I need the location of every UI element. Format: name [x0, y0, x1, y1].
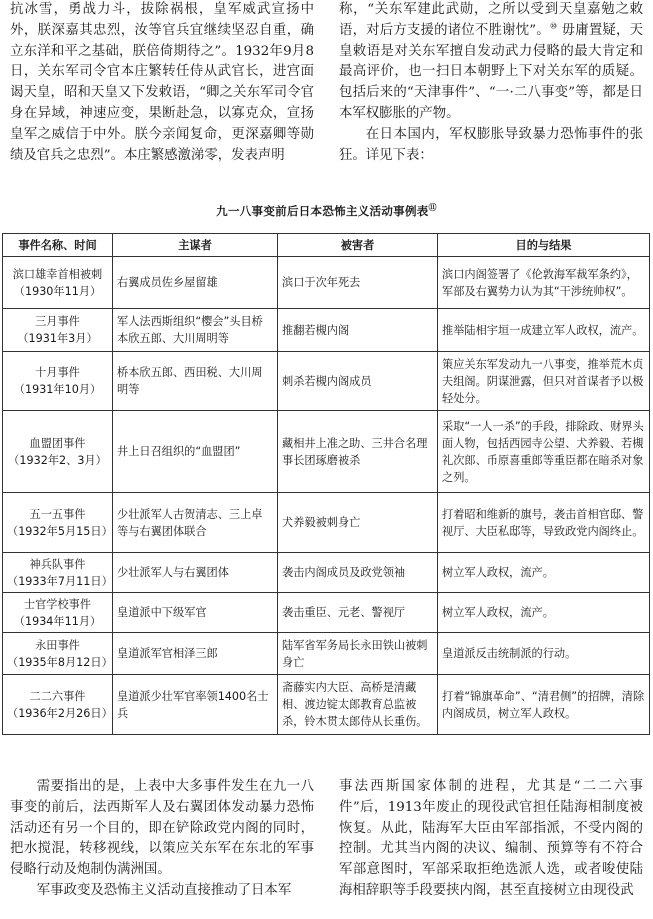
paragraph: 军事政变及恐怖主义活动直接推动了日本军 — [36, 882, 292, 898]
victim-cell: 刺杀若槻内阁成员 — [278, 352, 438, 411]
victim-cell: 藏相井上准之助、三井合名理事长团琢磨被杀 — [278, 411, 438, 493]
event-name: 滨口雄幸首相被刺 — [12, 267, 103, 281]
table-row — [3, 553, 650, 593]
plotter-cell: 皇道派中下级军官 — [113, 593, 278, 633]
event-cell — [3, 257, 113, 309]
event-date: （1930年11月） — [13, 284, 102, 298]
plotter-cell: 井上日召组织的“血盟团” — [113, 411, 278, 493]
event-cell — [3, 411, 113, 493]
event-date: （1931年10月） — [13, 383, 102, 396]
bottom-right-column — [339, 777, 643, 902]
event-name: 神兵队事件 — [29, 557, 86, 571]
event-date: （1932年5月15日） — [7, 524, 113, 538]
event-name: 五一五事件 — [29, 507, 86, 521]
plotter-cell: 右翼成员佐乡屋留雄 — [113, 257, 278, 309]
paragraph: 在日本国内，军权膨胀导致暴力恐怖事件的张狂。详见下表： — [339, 126, 643, 163]
events-table — [2, 233, 650, 735]
result-cell: 打着昭和维新的旗号，袭击首相官邸、警视厅、大臣私邸等，导致政党内阁终止。 — [438, 493, 650, 553]
result-cell: 采取“一人一杀”的手段，排除政、财界头面人物，包括西园寺公望、犬养毅、若槻礼次郎、币原喜重郎等重臣都在暗杀对象之列。 — [438, 411, 650, 493]
column-header: 被害者 — [278, 234, 438, 257]
table-row — [3, 257, 650, 309]
plotter-cell: 皇道派少壮军官率领1400名士兵 — [113, 675, 278, 735]
footnote-marker[interactable]: ⑪ — [428, 203, 437, 213]
victim-cell: 陆军省军务局长永田铁山被刺身亡 — [278, 633, 438, 675]
event-cell — [3, 633, 113, 675]
event-name: 永田事件 — [35, 638, 80, 652]
result-cell: 皇道派反击统制派的行动。 — [438, 633, 650, 675]
table-header-row — [3, 234, 650, 257]
plotter-cell: 少壮派军人与右翼团体 — [113, 553, 278, 593]
result-cell: 树立军人政权，流产。 — [438, 593, 650, 633]
event-cell — [3, 352, 113, 411]
victim-cell: 推翻若槻内阁 — [278, 309, 438, 352]
event-name: 血盟团事件 — [29, 436, 86, 450]
top-right-column — [339, 0, 643, 166]
event-date: （1932年2、3月） — [8, 453, 107, 467]
result-cell: 滨口内阁签署了《伦敦海军裁军条约》，军部及右翼势力认为其“干涉统帅权”。 — [438, 257, 650, 309]
table-row — [3, 352, 650, 411]
event-date: （1935年8月12日） — [7, 655, 113, 669]
column-header: 主谋者 — [113, 234, 278, 257]
table-row — [3, 411, 650, 493]
table-row — [3, 309, 650, 352]
column-header: 事件名称、时间 — [3, 234, 113, 257]
event-date: （1934年11月） — [13, 614, 102, 628]
result-cell: 树立军人政权，流产。 — [438, 553, 650, 593]
paragraph: 抗冰雪，勇战力斗，拔除祸根，皇军威武宣扬中外，朕深嘉其忠烈，汝等官兵宜继续坚忍自重，确立东洋和平之基础，朕倍倚期待之”。1932年9月8日，关东军司令官本庄繁转任侍从武官长，进宫面谒天皇，昭和天皇又下发敕语，“卿之关东军司令官身在异域，神速应变，果断赴急，以寡克众，宣扬皇军之威信于中外。朕今亲闻复命，更深嘉卿等勋绩及官兵之忠烈”。本庄繁感激涕零，发表声明 — [10, 2, 314, 163]
bottom-left-column — [10, 777, 314, 902]
result-cell: 策应关东军发动九一八事变，推举荒木贞夫组阁。阴谋泄露，但只对首谋者予以极轻处分。 — [438, 352, 650, 411]
event-name: 三月事件 — [35, 315, 80, 328]
table-row — [3, 633, 650, 675]
event-date: （1936年2月26日） — [7, 706, 113, 720]
victim-cell: 滨口于次年死去 — [278, 257, 438, 309]
plotter-cell: 少壮派军人古贺清志、三上卓等与右翼团体联合 — [113, 493, 278, 553]
event-cell — [3, 309, 113, 352]
paragraph-text: 毋庸置疑，天皇敕语是对关东军擅自发动武力侵略的最大肯定和最高评价，也一扫日本朝野上下对关东军的质疑。包括后来的“天津事件”、“一·二八事变”等，都是日本军权膨胀的产物。 — [339, 22, 643, 121]
victim-cell: 犬养毅被刺身亡 — [278, 493, 438, 553]
event-date: （1931年3月） — [17, 332, 98, 345]
victim-cell: 袭击内阁成员及政党领袖 — [278, 553, 438, 593]
plotter-cell: 皇道派军官相泽三郎 — [113, 633, 278, 675]
table-row — [3, 675, 650, 735]
event-cell — [3, 593, 113, 633]
event-cell — [3, 553, 113, 593]
footnote-marker[interactable]: ⑩ — [549, 21, 558, 31]
victim-cell: 斋藤实内大臣、高桥是清藏相、渡边锭太郎教育总监被杀，铃木贯太郎侍从长重伤。 — [278, 675, 438, 735]
victim-cell: 袭击重臣、元老、警视厅 — [278, 593, 438, 633]
event-name: 十月事件 — [35, 366, 80, 379]
plotter-cell: 军人法西斯组织“樱会”头目桥本欣五郎、大川周明等 — [113, 309, 278, 352]
event-cell — [3, 493, 113, 553]
column-header: 目的与结果 — [438, 234, 650, 257]
paragraph: 需要指出的是，上表中大多事件发生在九一八事变的前后，法西斯军人及右翼团体发动暴力恐怖活动还有另一个目的，即在铲除政党内阁的同时，把水搅混，转移视线，以策应关东军在东北的军事侵略行动及炮制伪满洲国。 — [10, 779, 314, 878]
result-cell: 打着“锦旗革命”、“清君侧”的招牌，清除内阁成员，树立军人政权。 — [438, 675, 650, 735]
paragraph: 事法西斯国家体制的进程，尤其是“二二六事件”后，1913年废止的现役武官担任陆海相制度被恢复。从此，陆海军大臣由军部指派，不受内阁的控制。尤其当内阁的决议、编制、预算等有不符合军部意图时，军部采取拒绝选派人选，或者唆使陆海相辞职等手段要挟内阁，甚至直接树立由现役武 — [339, 779, 643, 898]
table-title-text: 九一八事变前后日本恐怖主义活动事例表 — [216, 204, 429, 218]
plotter-cell: 桥本欣五郎、西田税、大川周明等 — [113, 352, 278, 411]
event-date: （1933年7月11日） — [7, 574, 113, 588]
event-cell — [3, 675, 113, 735]
result-cell: 推举陆相宇垣一成建立军人政权，流产。 — [438, 309, 650, 352]
table-title — [0, 203, 653, 219]
paragraph-text: 称，“关东军建此武勋，之所以受到天皇嘉勉之敕语，对后方支援的诸位不胜谢忱”。 — [339, 2, 643, 38]
event-name: 二二六事件 — [29, 689, 86, 703]
top-left-column — [10, 0, 314, 166]
paragraph — [339, 0, 643, 125]
table-row — [3, 493, 650, 553]
event-name: 士官学校事件 — [23, 597, 92, 611]
table-row — [3, 593, 650, 633]
